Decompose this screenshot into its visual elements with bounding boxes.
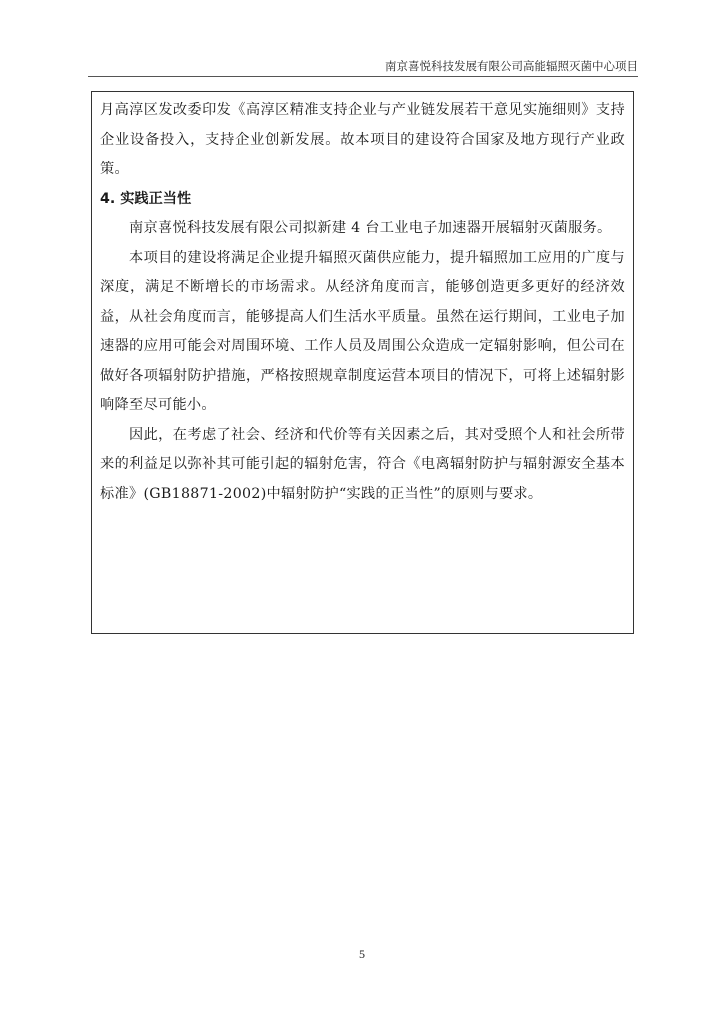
section-heading: 4. 实践正当性: [100, 190, 192, 207]
paragraph-1: 南京喜悦科技发展有限公司拟新建 4 台工业电子加速器开展辐射灭菌服务。: [129, 220, 612, 236]
content-box: [91, 91, 634, 634]
page-header: 南京喜悦科技发展有限公司高能辐照灭菌中心项目: [88, 56, 638, 77]
paragraph-3: 因此，在考虑了社会、经济和代价等有关因素之后，其对受照个人和社会所带来的利益足以弥补其可能引起的辐射危害，符合《电离辐射防护与辐射源安全基本标准》(GB18871-2002)中辐射防护“实践的正当性”的原则与要求。: [100, 426, 625, 502]
paragraph-2: 本项目的建设将满足企业提升辐照灭菌供应能力，提升辐照加工应用的广度与深度，满足不断增长的市场需求。从经济角度而言，能够创造更多更好的经济效益，从社会角度而言，能够提高人们生活水平质量。虽然在运行期间，工业电子加速器的应用可能会对周围环境、工作人员及周围公众造成一定辐射影响，但公司在做好各项辐射防护措施，严格按照规章制度运营本项目的情况下，可将上述辐射影响降至尽可能小。: [100, 249, 625, 413]
paragraph-continued: 月高淳区发改委印发《高淳区精准支持企业与产业链发展若干意见实施细则》支持企业设备投入，支持企业创新发展。故本项目的建设符合国家及地方现行产业政策。: [100, 102, 625, 177]
page-number: 5: [359, 947, 365, 961]
